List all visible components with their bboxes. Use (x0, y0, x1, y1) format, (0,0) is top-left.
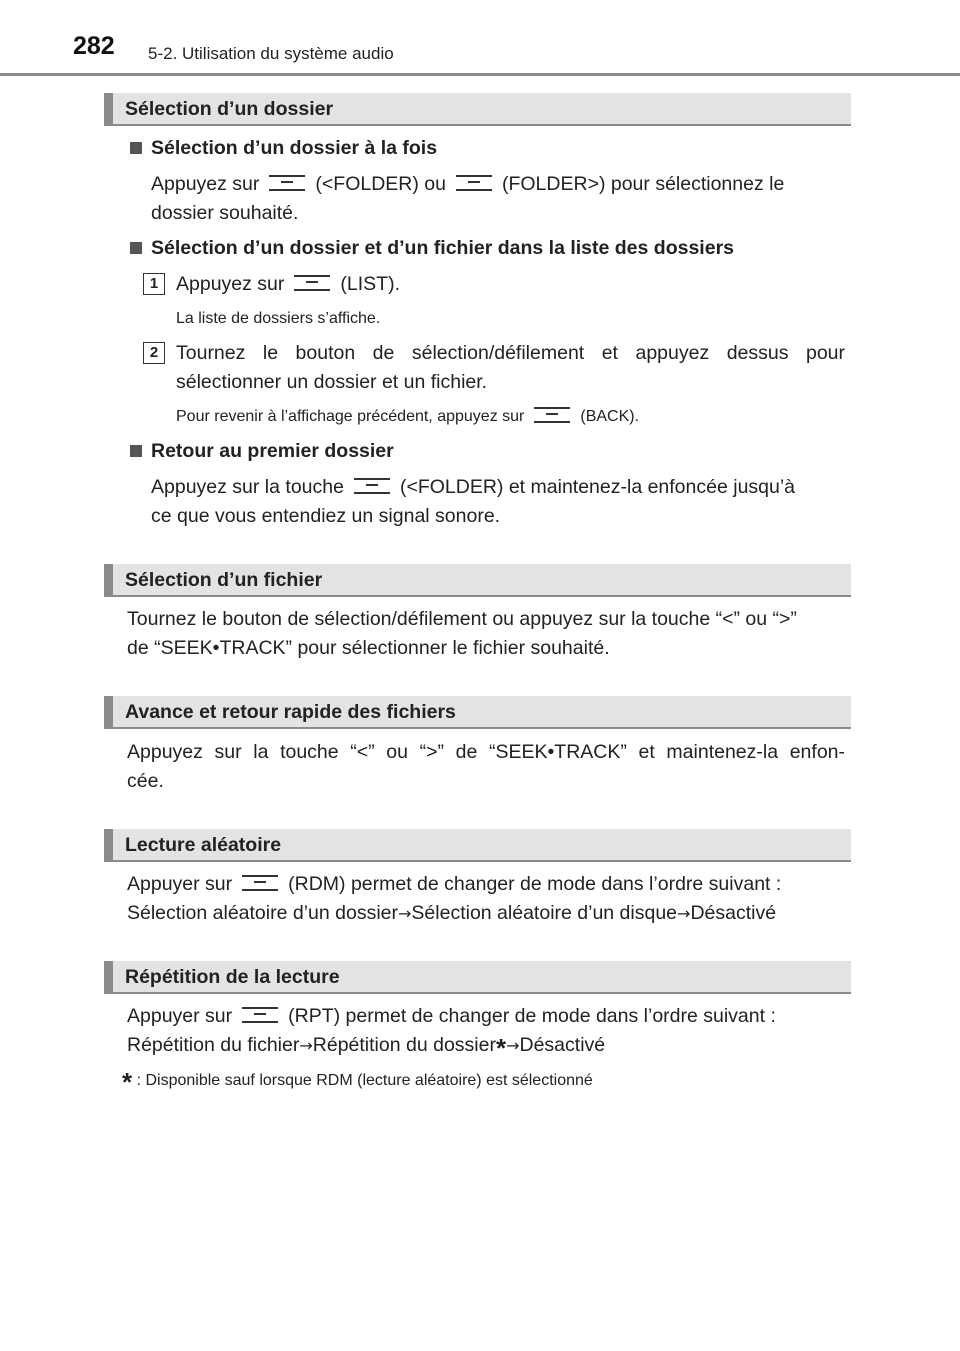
paragraph-line: Appuyez sur la touche “<” ou “>” de “SEEK•TRACK” et maintenez-la enfon- (127, 741, 845, 763)
section-heading-file (104, 564, 851, 597)
text: (RPT) permet de changer de mode dans l’ordre suivant : (288, 1005, 776, 1027)
footnote-mark: * (122, 1067, 133, 1097)
paragraph-line: dossier souhaité. (151, 202, 299, 224)
text: Appuyer sur (127, 873, 233, 895)
button-icon (354, 478, 390, 494)
chapter-title: 5-2. Utilisation du système audio (148, 44, 394, 63)
text: Désactivé (519, 1034, 606, 1056)
text: Sélection aléatoire d’un dossier (127, 902, 399, 924)
section-title: Sélection d’un dossier (125, 98, 334, 120)
paragraph-line (127, 1005, 776, 1028)
paragraph-line: Tournez le bouton de sélection/défilement ou appuyez sur la touche “<” ou “>” (127, 608, 797, 630)
arrow-icon: → (506, 1036, 520, 1055)
mode-sequence (127, 902, 776, 925)
section-title: Sélection d’un fichier (125, 569, 323, 591)
subsection-title: Retour au premier dossier (151, 440, 394, 462)
step-text: sélectionner un dossier et un fichier. (176, 371, 488, 393)
paragraph-line (127, 873, 781, 896)
section-title: Avance et retour rapide des fichiers (125, 701, 456, 723)
section-title: Répétition de la lecture (125, 966, 340, 988)
text: (LIST). (340, 273, 400, 295)
arrow-icon: → (299, 1036, 313, 1055)
text: Appuyer sur (127, 1005, 233, 1027)
section-heading-repeat (104, 961, 851, 994)
arrow-icon: → (398, 904, 412, 923)
page-header (0, 0, 960, 78)
text: Désactivé (690, 902, 777, 924)
mode-sequence (127, 1033, 606, 1063)
text: (RDM) permet de changer de mode dans l’ordre suivant : (288, 873, 782, 895)
text: Pour revenir à l’affichage précédent, appuyez sur (176, 408, 525, 425)
step-note: La liste de dossiers s’affiche. (176, 310, 381, 327)
section-heading-folder (104, 93, 851, 126)
paragraph-line: ce que vous entendiez un signal sonore. (151, 505, 501, 527)
footnote-text: : Disponible sauf lorsque RDM (lecture aléatoire) est sélectionné (136, 1072, 593, 1089)
footnote-mark: * (495, 1033, 507, 1063)
step-number: 1 (143, 273, 165, 295)
bullet-square (130, 242, 142, 254)
header-rule (0, 73, 960, 76)
button-icon (534, 407, 570, 423)
text: (<FOLDER) ou (315, 173, 446, 195)
paragraph-line: cée. (127, 770, 164, 792)
section-heading-random (104, 829, 851, 862)
text: Appuyez sur (176, 273, 285, 295)
subsection-title: Sélection d’un dossier et d’un fichier dans la liste des dossiers (151, 237, 735, 259)
button-icon (294, 275, 330, 291)
step-number: 2 (143, 342, 165, 364)
step-note (176, 408, 639, 426)
text: Répétition du fichier (127, 1034, 300, 1056)
button-icon (456, 175, 492, 191)
bullet-square (130, 445, 142, 457)
page-number: 282 (73, 32, 115, 60)
text: Appuyez sur (151, 173, 260, 195)
footnote (122, 1067, 593, 1097)
text: Appuyez sur la touche (151, 476, 344, 498)
text: (<FOLDER) et maintenez-la enfoncée jusqu’à (399, 476, 796, 498)
section-title: Lecture aléatoire (125, 834, 282, 856)
arrow-icon: → (677, 904, 691, 923)
text: (FOLDER>) pour sélectionnez le (501, 173, 785, 195)
step-text (176, 273, 400, 296)
button-icon (269, 175, 305, 191)
button-icon (242, 875, 278, 891)
section-heading-fast (104, 696, 851, 729)
paragraph-line (151, 476, 795, 499)
text: Sélection aléatoire d’un disque (411, 902, 678, 924)
bullet-square (130, 142, 142, 154)
subsection-title: Sélection d’un dossier à la fois (151, 137, 438, 159)
step-text: Tournez le bouton de sélection/défilement et appuyez dessus pour (176, 342, 845, 364)
text: Répétition du dossier (312, 1034, 496, 1056)
text: (BACK). (580, 408, 640, 425)
button-icon (242, 1007, 278, 1023)
paragraph-line: de “SEEK•TRACK” pour sélectionner le fichier souhaité. (127, 637, 610, 659)
paragraph-line (151, 173, 784, 196)
